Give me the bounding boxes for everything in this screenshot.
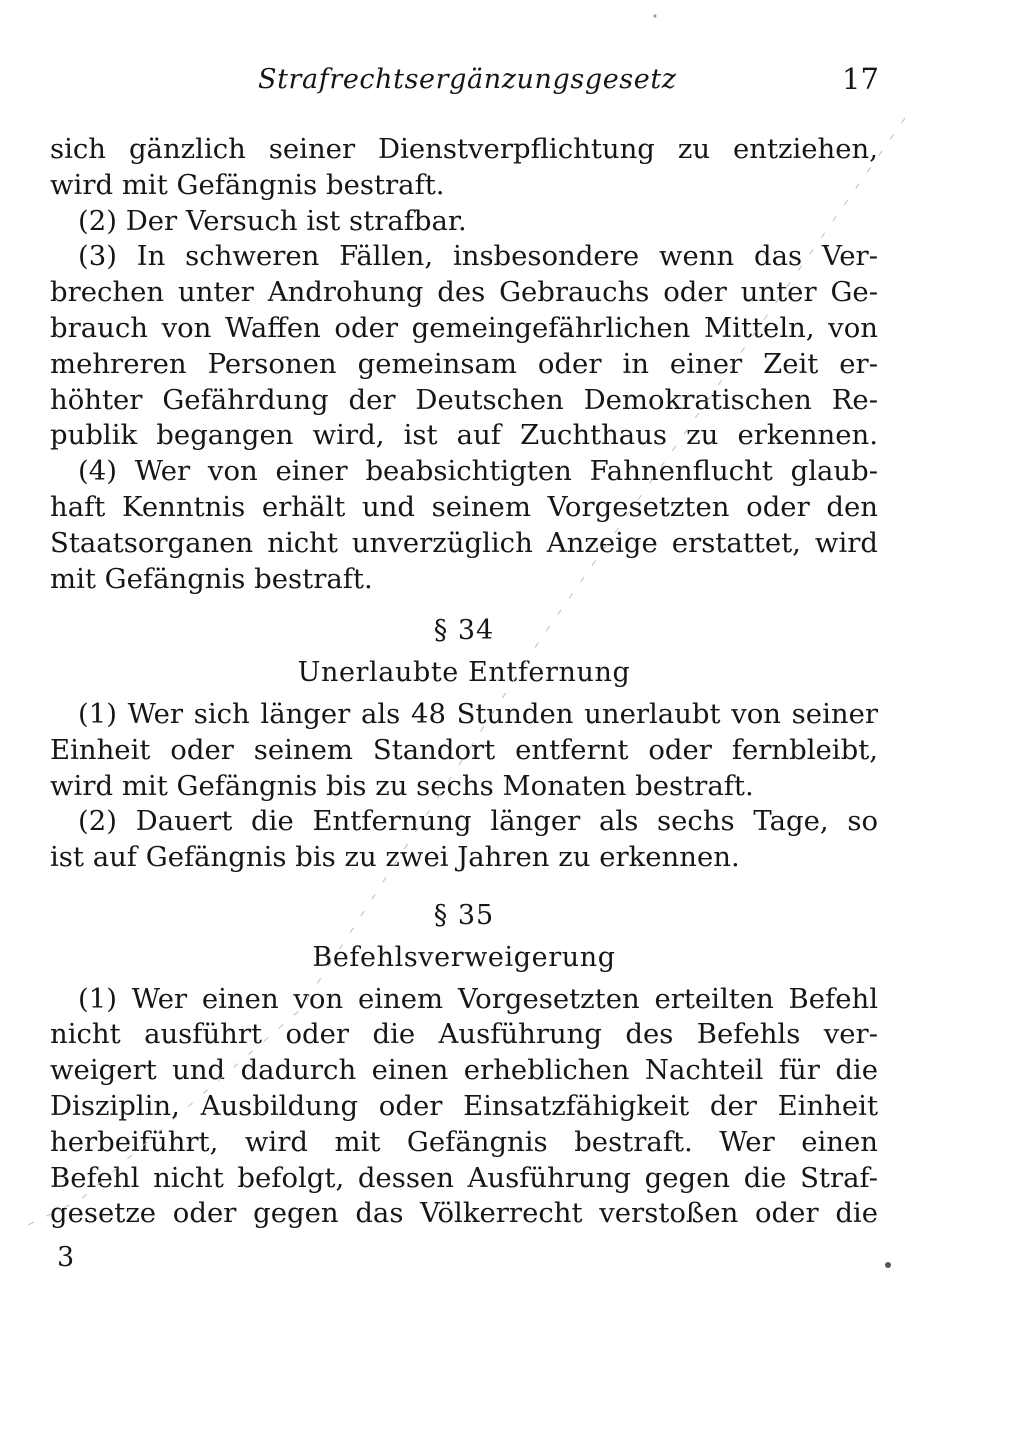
text-line: nicht ausführt oder die Ausführung des Befehls ver- [50, 1018, 878, 1051]
section-number-35: § 35 [433, 899, 495, 931]
section-number-34: § 34 [433, 615, 495, 647]
paragraph-3 [50, 239, 878, 454]
body-text [50, 132, 878, 1232]
section-title-34: Unerlaubte Entfernung [297, 657, 631, 689]
text-line: Disziplin, Ausbildung oder Einsatzfähigkeit der Einheit [50, 1089, 878, 1122]
paragraph-35-1 [50, 982, 878, 1233]
paragraph-2 [50, 204, 878, 240]
text-line: sich gänzlich seiner Dienstverpflichtung zu entziehen, [50, 133, 878, 165]
paragraph-34-2 [50, 804, 878, 876]
paragraph-continuation [50, 132, 878, 204]
page-number: 17 [842, 62, 879, 96]
text-line: Einheit oder seinem Standort entfernt oder fernbleibt, [50, 733, 878, 766]
text-line: höhter Gefährdung der Deutschen Demokratischen Re- [50, 383, 878, 416]
signature-mark: 3 [57, 1242, 75, 1273]
text-line: haft Kenntnis erhält und seinem Vorgesetzten oder den [50, 490, 878, 523]
text-line: (2) Der Versuch ist strafbar. [78, 204, 467, 237]
text-line: Staatsorganen nicht unverzüglich Anzeige erstattet, wird [50, 526, 878, 559]
text-line: brauch von Waffen oder gemeingefährlichen Mitteln, von [50, 311, 878, 344]
running-title: Strafrechtsergänzungsgesetz [258, 64, 677, 95]
text-line: mit Gefängnis bestraft. [50, 562, 373, 595]
text-line: Befehl nicht befolgt, dessen Ausführung gegen die Straf- [50, 1161, 878, 1194]
section-title-35: Befehlsverweigerung [312, 941, 616, 973]
text-line: (1) Wer einen von einem Vorgesetzten erteilten Befehl [78, 982, 878, 1015]
text-line: gesetze oder gegen das Völkerrecht verstoßen oder die [50, 1197, 878, 1230]
text-line: herbeiführt, wird mit Gefängnis bestraft. Wer einen [50, 1125, 878, 1158]
text-line: mehreren Personen gemeinsam oder in einer Zeit er- [50, 347, 878, 380]
paragraph-4 [50, 454, 878, 597]
paragraph-34-1 [50, 697, 878, 804]
text-line: ist auf Gefängnis bis zu zwei Jahren zu erkennen. [50, 841, 740, 874]
text-line: weigert und dadurch einen erheblichen Nachteil für die [50, 1054, 878, 1087]
text-line: (2) Dauert die Entfernung länger als sechs Tage, so [78, 805, 878, 838]
text-line: (3) In schweren Fällen, insbesondere wenn das Ver- [78, 240, 878, 273]
text-line: wird mit Gefängnis bestraft. [50, 168, 445, 201]
text-line: (1) Wer sich länger als 48 Stunden unerlaubt von seiner [78, 697, 878, 730]
text-line: (4) Wer von einer beabsichtigten Fahnenflucht glaub- [78, 455, 878, 488]
text-line: publik begangen wird, ist auf Zuchthaus zu erkennen. [50, 419, 878, 452]
text-line: brechen unter Androhung des Gebrauchs oder unter Ge- [50, 276, 878, 309]
text-line: wird mit Gefängnis bis zu sechs Monaten bestraft. [50, 769, 754, 802]
